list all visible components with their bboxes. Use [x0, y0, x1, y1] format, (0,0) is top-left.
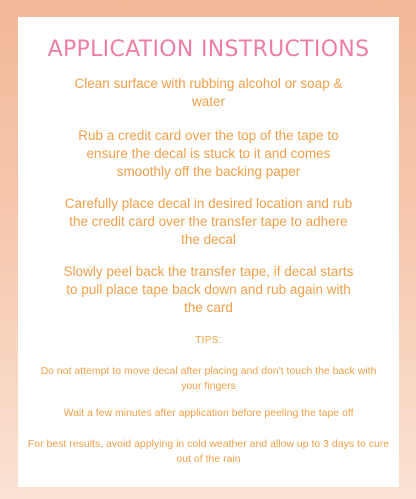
tip-best-results: For best results, avoid applying in cold weather and allow up to 3 days to cure out of the rain: [27, 438, 390, 465]
step-place-decal: Carefully place decal in desired location and rub the credit card over the transfer tape to adhere the decal: [64, 196, 353, 247]
tip-do-not-move: Do not attempt to move decal after placing and don't touch the back with your fingers: [40, 365, 377, 392]
step-clean-surface: Clean surface with rubbing alcohol or soap & water: [74, 76, 343, 109]
page-title: APPLICATION INSTRUCTIONS: [47, 37, 370, 62]
tip-wait-before-peeling: Wait a few minutes after application before peeling the tape off: [63, 407, 354, 419]
step-peel-transfer-tape: Slowly peel back the transfer tape, if decal starts to pull place tape back down and rub again with the card: [63, 264, 354, 315]
step-rub-credit-card: Rub a credit card over the top of the tape to ensure the decal is stuck to it and comes smoothly off the backing paper: [78, 128, 339, 179]
tips-heading: TIPS:: [195, 335, 222, 346]
instruction-card: [18, 17, 399, 487]
